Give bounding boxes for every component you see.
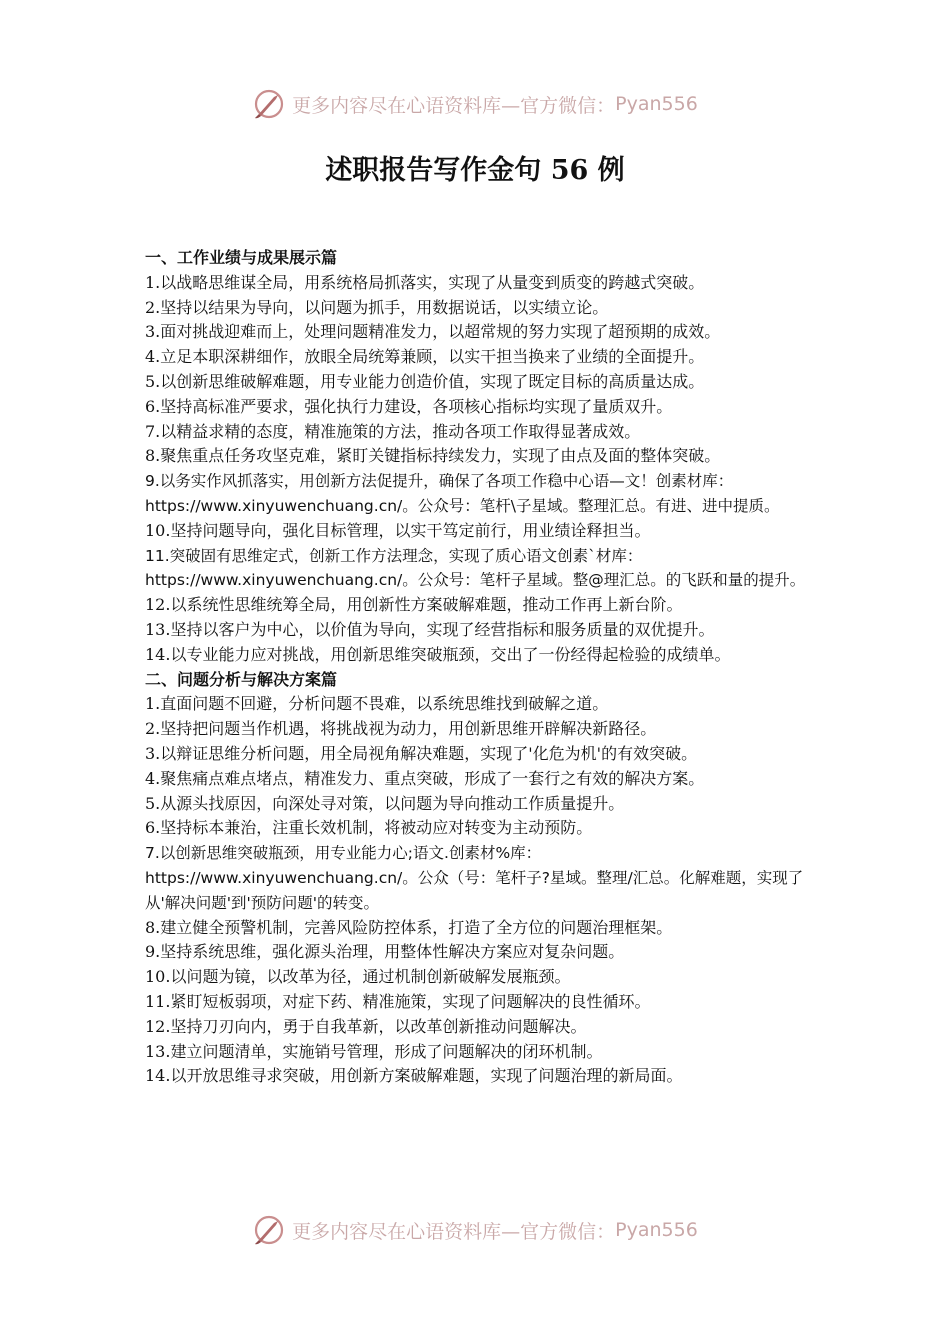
list-item: 7.以精益求精的态度，精准施策的方法，推动各项工作取得显著成效。 bbox=[145, 421, 641, 441]
list-item: 3.以辩证思维分析问题，用全局视角解决难题，实现了'化危为机'的有效突破。 bbox=[145, 743, 698, 763]
list-item: 14.以专业能力应对挑战，用创新思维突破瓶颈，交出了一份经得起检验的成绩单。 bbox=[145, 644, 731, 664]
list-item: 5.以创新思维破解难题，用专业能力创造价值，实现了既定目标的高质量达成。 bbox=[145, 371, 705, 391]
list-item: 1.直面问题不回避，分析问题不畏难，以系统思维找到破解之道。 bbox=[145, 694, 609, 714]
list-item: 12.以系统性思维统筹全局，用创新性方案破解难题，推动工作再上新台阶。 bbox=[145, 595, 683, 615]
list-item: 8.聚焦重点任务攻坚克难，紧盯关键指标持续发力，实现了由点及面的整体突破。 bbox=[145, 446, 721, 466]
banner-wechat-id: Pyan556 bbox=[615, 93, 698, 115]
header-watermark-banner bbox=[0, 84, 950, 124]
list-item: 5.从源头找原因，向深处寻对策，以问题为导向推动工作质量提升。 bbox=[145, 793, 625, 813]
list-item: 9.以务实作风抓落实，用创新方法促提升，确保了各项工作稳中心语—文！创素材库：https://www.xinyuwenchuang.cn/。公众号：笔杆\子星域。整理汇总。有进、进中提质。 bbox=[145, 472, 780, 515]
list-item: 10.以问题为镜，以改革为径，通过机制创新破解发展瓶颈。 bbox=[145, 967, 571, 987]
banner-wechat-id: Pyan556 bbox=[615, 1219, 698, 1241]
brush-logo-icon bbox=[252, 87, 286, 121]
list-item: 2.坚持以结果为导向，以问题为抓手，用数据说话，以实绩立论。 bbox=[145, 297, 609, 317]
footer-watermark-banner bbox=[0, 1210, 950, 1250]
list-item: 6.坚持高标准严要求，强化执行力建设，各项核心指标均实现了量质双升。 bbox=[145, 396, 673, 416]
list-item: 9.坚持系统思维，强化源头治理，用整体性解决方案应对复杂问题。 bbox=[145, 942, 625, 962]
list-item: 7.以创新思维突破瓶颈，用专业能力心;语文.创素材%库：https://www.xinyuwenchuang.cn/。公众（号：笔杆子?星域。整理/汇总。化解难题，实现了从'解决问题'到'预防问题'的转变。 bbox=[145, 844, 804, 912]
list-item: 14.以开放思维寻求突破，用创新方案破解难题，实现了问题治理的新局面。 bbox=[145, 1066, 683, 1086]
list-item: 13.坚持以客户为中心，以价值为导向，实现了经营指标和服务质量的双优提升。 bbox=[145, 619, 715, 639]
list-item: 12.坚持刀刃向内，勇于自我革新，以改革创新推动问题解决。 bbox=[145, 1016, 587, 1036]
list-item: 11.突破固有思维定式，创新工作方法理念，实现了质心语文创素`材库：https://www.xinyuwenchuang.cn/。公众号：笔杆子星域。整@理汇总。的飞跃和量的提升。 bbox=[145, 546, 806, 590]
document-body bbox=[145, 246, 807, 1089]
list-item: 8.建立健全预警机制，完善风险防控体系，打造了全方位的问题治理框架。 bbox=[145, 917, 673, 937]
list-item: 3.面对挑战迎难而上，处理问题精准发力，以超常规的努力实现了超预期的成效。 bbox=[145, 322, 721, 342]
section-heading-1: 一、工作业绩与成果展示篇 bbox=[145, 248, 338, 267]
list-item: 10.坚持问题导向，强化目标管理，以实干笃定前行，用业绩诠释担当。 bbox=[145, 520, 651, 540]
list-item: 4.立足本职深耕细作，放眼全局统筹兼顾，以实干担当换来了业绩的全面提升。 bbox=[145, 347, 705, 367]
banner-text: 更多内容尽在心语资料库—官方微信： bbox=[292, 1220, 616, 1243]
banner-text: 更多内容尽在心语资料库—官方微信： bbox=[292, 94, 616, 117]
list-item: 2.坚持把问题当作机遇，将挑战视为动力，用创新思维开辟解决新路径。 bbox=[145, 719, 657, 739]
list-item: 11.紧盯短板弱项，对症下药、精准施策，实现了问题解决的良性循环。 bbox=[145, 991, 651, 1011]
list-item: 6.坚持标本兼治，注重长效机制，将被动应对转变为主动预防。 bbox=[145, 818, 593, 838]
brush-logo-icon bbox=[252, 1213, 286, 1247]
list-item: 4.聚焦痛点难点堵点，精准发力、重点突破，形成了一套行之有效的解决方案。 bbox=[145, 768, 705, 788]
list-item: 1.以战略思维谋全局，用系统格局抓落实，实现了从量变到质变的跨越式突破。 bbox=[145, 272, 705, 292]
list-item: 13.建立问题清单，实施销号管理，形成了问题解决的闭环机制。 bbox=[145, 1041, 603, 1061]
page-title: 述职报告写作金句 56 例 bbox=[325, 155, 625, 186]
section-heading-2: 二、问题分析与解决方案篇 bbox=[145, 669, 338, 689]
